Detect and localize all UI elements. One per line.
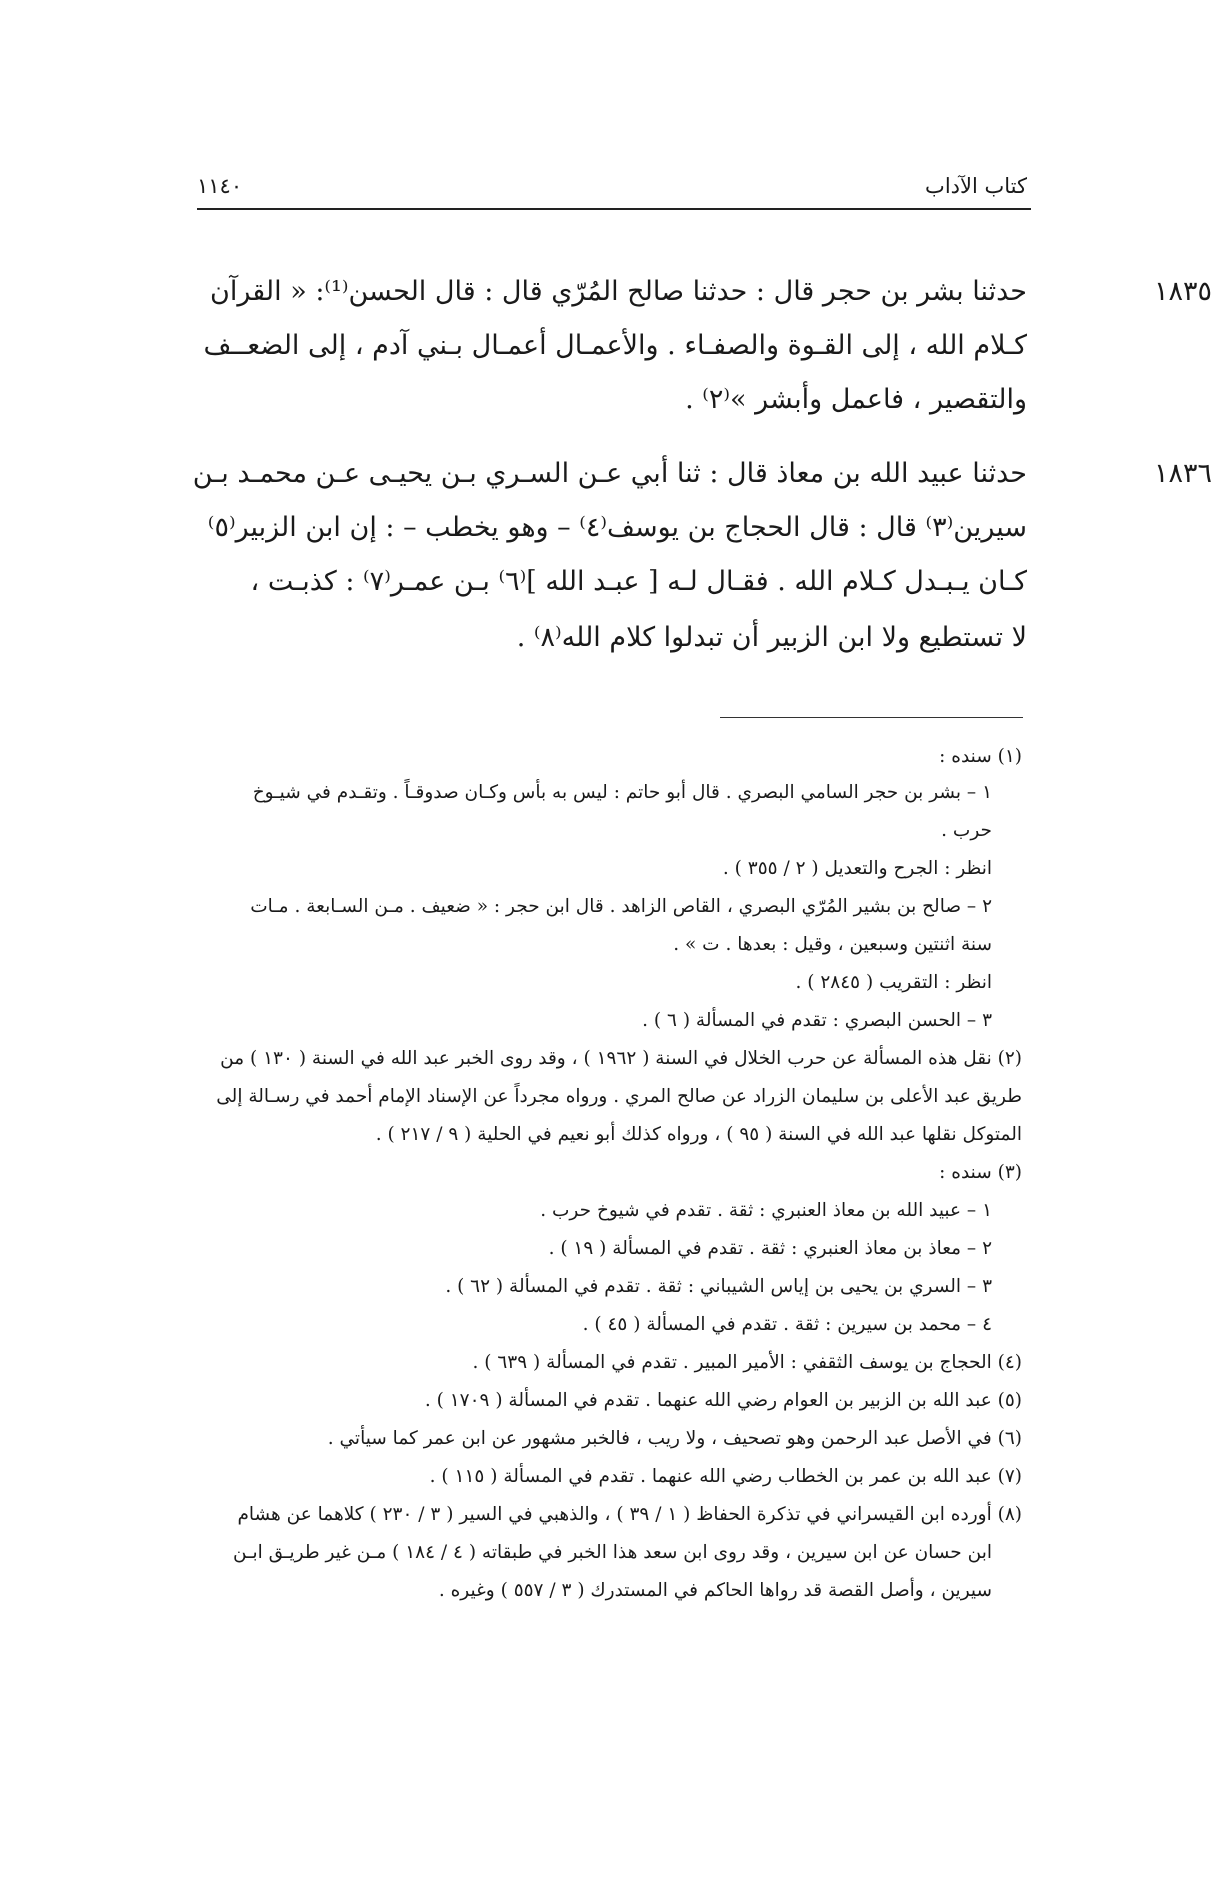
footnote-line: ٣ – الحسن البصري : تقدم في المسألة ( ٦ ) .	[642, 1010, 992, 1031]
footnote-line: طريق عبد الأعلى بن سليمان الزراد عن صالح المري . ورواه مجرداً عن الإسناد الإمام أحمد في رسـالة إلى	[216, 1086, 1022, 1107]
entry-line: كـلام الله ، إلى القـوة والصفـاء . والأعمـال أعمـال بـني آدم ، إلى الضعــف	[203, 330, 1027, 361]
entry-line: لا تستطيع ولا ابن الزبير أن تبدلوا كلام الله⁽٨⁾ .	[516, 622, 1027, 653]
entry-line: كـان يـبـدل كـلام الله . فقـال لـه [ عبـد الله ]⁽٦⁾ بـن عمـر⁽٧⁾ : كذبـت ،	[250, 566, 1027, 597]
book-title: كتاب الآداب	[925, 174, 1027, 198]
footnote-heading: (٦) في الأصل عبد الرحمن وهو تصحيف ، ولا ريب ، فالخبر مشهور عن ابن عمر كما سيأتي .	[327, 1428, 1022, 1449]
entry-number: ١٨٣٥	[1153, 276, 1212, 307]
footnote-line: سيرين ، وأصل القصة قد رواها الحاكم في المستدرك ( ٣ / ٥٥٧ ) وغيره .	[438, 1580, 992, 1601]
footnote-line: سنة اثنتين وسبعين ، وقيل : بعدها . ت » .	[673, 934, 992, 955]
header-rule	[197, 208, 1031, 210]
footnote-line: حرب .	[941, 820, 992, 841]
footnote-heading: (٥) عبد الله بن الزبير بن العوام رضي الله عنهما . تقدم في المسألة ( ١٧٠٩ ) .	[424, 1390, 1022, 1411]
footnote-heading: (٨) أورده ابن القيسراني في تذكرة الحفاظ ( ١ / ٣٩ ) ، والذهبي في السير ( ٣ / ٢٣٠ ) كلاهما عن هشام	[237, 1504, 1022, 1525]
footnote-heading: (١) سنده :	[939, 746, 1022, 767]
footnote-line: المتوكل نقلها عبد الله في السنة ( ٩٥ ) ، ورواه كذلك أبو نعيم في الحلية ( ٩ / ٢١٧ ) .	[375, 1124, 1022, 1145]
footnote-line: ٢ – صالح بن بشير المُرّي البصري ، القاص الزاهد . قال ابن حجر : « ضعيف . مـن السـابعة . مـات	[250, 896, 992, 917]
footnote-heading: (٢) نقل هذه المسألة عن حرب الخلال في السنة ( ١٩٦٢ ) ، وقد روى الخبر عبد الله في السنة ( ١٣٠ ) من	[220, 1048, 1022, 1069]
footnote-line: ٣ – السري بن يحيى بن إياس الشيباني : ثقة . تقدم في المسألة ( ٦٢ ) .	[445, 1276, 992, 1297]
entry-line: حدثنا عبيد الله بن معاذ قال : ثنا أبي عـن السـري بـن يحيـى عـن محمـد بـن	[192, 458, 1027, 489]
footnote-line: ٤ – محمد بن سيرين : ثقة . تقدم في المسألة ( ٤٥ ) .	[582, 1314, 992, 1335]
footnote-heading: (٧) عبد الله بن عمر بن الخطاب رضي الله عنهما . تقدم في المسألة ( ١١٥ ) .	[429, 1466, 1022, 1487]
entry-number: ١٨٣٦	[1153, 458, 1212, 489]
entry-line: والتقصير ، فاعمل وأبشر »⁽٢⁾ .	[685, 384, 1027, 415]
footnote-line: انظر : الجرح والتعديل ( ٢ / ٣٥٥ ) .	[722, 858, 992, 879]
footnote-line: انظر : التقريب ( ٢٨٤٥ ) .	[795, 972, 992, 993]
entry-line: سيرين⁽٣⁾ قال : قال الحجاج بن يوسف⁽٤⁾ – وهو يخطب – : إن ابن الزبير⁽٥⁾	[207, 512, 1027, 543]
footnote-line: ١ – بشر بن حجر السامي البصري . قال أبو حاتم : ليس به بأس وكـان صدوقـاً . وتقـدم في شيـوخ	[252, 782, 992, 803]
entry-line: حدثنا بشر بن حجر قال : حدثنا صالح المُرّي قال : قال الحسن⁽¹⁾: « القرآن	[210, 276, 1027, 307]
footnote-line: ٢ – معاذ بن معاذ العنبري : ثقة . تقدم في المسألة ( ١٩ ) .	[548, 1238, 992, 1259]
page-number: ١١٤٠	[197, 174, 243, 198]
footnote-heading: (٤) الحجاج بن يوسف الثقفي : الأمير المبير . تقدم في المسألة ( ٦٣٩ ) .	[472, 1352, 1022, 1373]
footnote-separator	[720, 717, 1023, 718]
running-header	[197, 170, 1027, 202]
footnote-line: ١ – عبيد الله بن معاذ العنبري : ثقة . تقدم في شيوخ حرب .	[540, 1200, 992, 1221]
footnote-heading: (٣) سنده :	[939, 1162, 1022, 1183]
footnote-line: ابن حسان عن ابن سيرين ، وقد روى ابن سعد هذا الخبر في طبقاته ( ٤ / ١٨٤ ) مـن غير طريـق ابـن	[232, 1542, 992, 1563]
